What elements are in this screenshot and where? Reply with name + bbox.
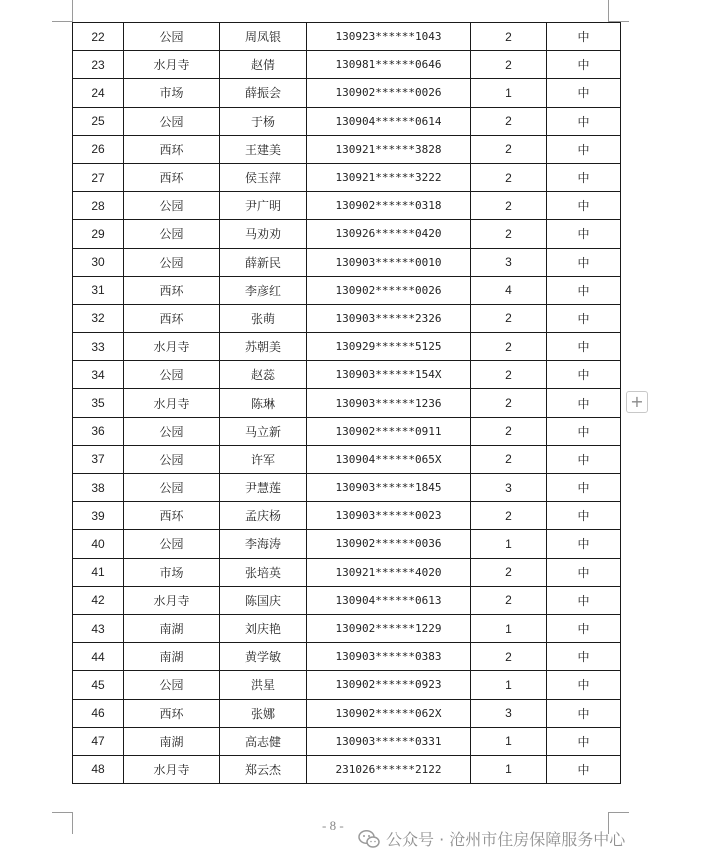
household-size-cell: 2 [471, 192, 547, 220]
serial-cell: 35 [73, 389, 124, 417]
crop-mark-top-left-v [72, 0, 73, 22]
table-row [73, 220, 621, 248]
household-size-cell: 2 [471, 389, 547, 417]
area-cell: 西环 [124, 276, 220, 304]
crop-mark-bottom-right-h [609, 812, 629, 813]
status-cell: 中 [547, 699, 621, 727]
id-number-cell: 130981******0646 [307, 51, 471, 79]
household-size-cell: 1 [471, 530, 547, 558]
area-cell: 公园 [124, 530, 220, 558]
status-cell: 中 [547, 586, 621, 614]
household-size-cell: 2 [471, 107, 547, 135]
status-cell: 中 [547, 276, 621, 304]
id-number-cell: 130903******0383 [307, 643, 471, 671]
table-row [73, 755, 621, 783]
serial-cell: 43 [73, 614, 124, 642]
serial-cell: 29 [73, 220, 124, 248]
household-size-cell: 2 [471, 135, 547, 163]
status-cell: 中 [547, 248, 621, 276]
name-cell: 薛振会 [220, 79, 307, 107]
table-row [73, 135, 621, 163]
name-cell: 尹慧莲 [220, 474, 307, 502]
serial-cell: 34 [73, 361, 124, 389]
watermark [358, 827, 625, 850]
area-cell: 水月寺 [124, 755, 220, 783]
table-row [73, 333, 621, 361]
table-row [73, 502, 621, 530]
name-cell: 李彦红 [220, 276, 307, 304]
name-cell: 侯玉萍 [220, 163, 307, 191]
id-number-cell: 130902******0036 [307, 530, 471, 558]
id-number-cell: 130902******0923 [307, 671, 471, 699]
table-row [73, 699, 621, 727]
id-number-cell: 130923******1043 [307, 23, 471, 51]
area-cell: 西环 [124, 502, 220, 530]
area-cell: 南湖 [124, 614, 220, 642]
watermark-text: 公众号 · 沧州市住房保障服务中心 [386, 830, 626, 849]
id-number-cell: 130921******4020 [307, 558, 471, 586]
name-cell: 赵蕊 [220, 361, 307, 389]
id-number-cell: 231026******2122 [307, 755, 471, 783]
serial-cell: 46 [73, 699, 124, 727]
status-cell: 中 [547, 671, 621, 699]
area-cell: 水月寺 [124, 389, 220, 417]
area-cell: 水月寺 [124, 51, 220, 79]
status-cell: 中 [547, 755, 621, 783]
table-row [73, 586, 621, 614]
table-row [73, 614, 621, 642]
id-number-cell: 130903******0023 [307, 502, 471, 530]
status-cell: 中 [547, 417, 621, 445]
serial-cell: 40 [73, 530, 124, 558]
household-size-cell: 3 [471, 474, 547, 502]
serial-cell: 28 [73, 192, 124, 220]
name-cell: 郑云杰 [220, 755, 307, 783]
table-row [73, 530, 621, 558]
status-cell: 中 [547, 79, 621, 107]
household-size-cell: 1 [471, 671, 547, 699]
serial-cell: 24 [73, 79, 124, 107]
name-cell: 黄学敏 [220, 643, 307, 671]
crop-mark-top-right-v [608, 0, 609, 22]
table-body [73, 23, 621, 784]
serial-cell: 23 [73, 51, 124, 79]
name-cell: 张萌 [220, 304, 307, 332]
table-row [73, 192, 621, 220]
status-cell: 中 [547, 107, 621, 135]
wechat-icon [358, 829, 380, 849]
id-number-cell: 130904******0613 [307, 586, 471, 614]
status-cell: 中 [547, 474, 621, 502]
area-cell: 公园 [124, 671, 220, 699]
area-cell: 公园 [124, 445, 220, 473]
id-number-cell: 130921******3828 [307, 135, 471, 163]
household-size-cell: 1 [471, 727, 547, 755]
household-size-cell: 3 [471, 248, 547, 276]
crop-mark-bottom-left-v [72, 812, 73, 834]
table-row [73, 727, 621, 755]
name-cell: 刘庆艳 [220, 614, 307, 642]
serial-cell: 27 [73, 163, 124, 191]
name-cell: 王建美 [220, 135, 307, 163]
serial-cell: 33 [73, 333, 124, 361]
name-cell: 陈琳 [220, 389, 307, 417]
table-row [73, 671, 621, 699]
serial-cell: 39 [73, 502, 124, 530]
name-cell: 陈国庆 [220, 586, 307, 614]
id-number-cell: 130903******2326 [307, 304, 471, 332]
serial-cell: 38 [73, 474, 124, 502]
plus-icon: + [630, 392, 644, 411]
crop-mark-top-left-h [52, 21, 72, 22]
area-cell: 公园 [124, 192, 220, 220]
table-row [73, 51, 621, 79]
serial-cell: 36 [73, 417, 124, 445]
id-number-cell: 130904******0614 [307, 107, 471, 135]
household-size-cell: 2 [471, 333, 547, 361]
housing-list-table [72, 22, 621, 784]
household-size-cell: 2 [471, 163, 547, 191]
serial-cell: 22 [73, 23, 124, 51]
serial-cell: 26 [73, 135, 124, 163]
name-cell: 孟庆杨 [220, 502, 307, 530]
table-row [73, 248, 621, 276]
table-row [73, 107, 621, 135]
area-cell: 公园 [124, 474, 220, 502]
area-cell: 市场 [124, 558, 220, 586]
serial-cell: 25 [73, 107, 124, 135]
area-cell: 公园 [124, 248, 220, 276]
id-number-cell: 130929******5125 [307, 333, 471, 361]
area-cell: 西环 [124, 135, 220, 163]
id-number-cell: 130902******0318 [307, 192, 471, 220]
status-cell: 中 [547, 389, 621, 417]
status-cell: 中 [547, 192, 621, 220]
id-number-cell: 130902******062X [307, 699, 471, 727]
id-number-cell: 130902******0026 [307, 79, 471, 107]
household-size-cell: 2 [471, 445, 547, 473]
household-size-cell: 1 [471, 79, 547, 107]
id-number-cell: 130902******0911 [307, 417, 471, 445]
name-cell: 李海涛 [220, 530, 307, 558]
name-cell: 马立新 [220, 417, 307, 445]
name-cell: 许军 [220, 445, 307, 473]
name-cell: 张娜 [220, 699, 307, 727]
table-row [73, 474, 621, 502]
area-cell: 水月寺 [124, 333, 220, 361]
area-cell: 西环 [124, 304, 220, 332]
name-cell: 洪星 [220, 671, 307, 699]
table-row [73, 558, 621, 586]
status-cell: 中 [547, 445, 621, 473]
serial-cell: 30 [73, 248, 124, 276]
area-cell: 公园 [124, 23, 220, 51]
area-cell: 市场 [124, 79, 220, 107]
serial-cell: 32 [73, 304, 124, 332]
household-size-cell: 2 [471, 502, 547, 530]
serial-cell: 41 [73, 558, 124, 586]
table-row [73, 79, 621, 107]
id-number-cell: 130926******0420 [307, 220, 471, 248]
status-cell: 中 [547, 727, 621, 755]
status-cell: 中 [547, 163, 621, 191]
table-row [73, 163, 621, 191]
name-cell: 高志健 [220, 727, 307, 755]
table-row [73, 276, 621, 304]
page-number: - 8 - [322, 818, 344, 833]
status-cell: 中 [547, 333, 621, 361]
id-number-cell: 130903******0010 [307, 248, 471, 276]
area-cell: 公园 [124, 417, 220, 445]
household-size-cell: 1 [471, 614, 547, 642]
area-cell: 西环 [124, 699, 220, 727]
crop-mark-bottom-left-h [52, 812, 72, 813]
status-cell: 中 [547, 643, 621, 671]
serial-cell: 47 [73, 727, 124, 755]
status-cell: 中 [547, 361, 621, 389]
status-cell: 中 [547, 220, 621, 248]
table-row [73, 643, 621, 671]
name-cell: 周凤银 [220, 23, 307, 51]
id-number-cell: 130902******1229 [307, 614, 471, 642]
area-cell: 南湖 [124, 643, 220, 671]
add-row-button[interactable] [626, 391, 648, 413]
table-row [73, 445, 621, 473]
area-cell: 公园 [124, 107, 220, 135]
status-cell: 中 [547, 530, 621, 558]
name-cell: 马劝劝 [220, 220, 307, 248]
status-cell: 中 [547, 502, 621, 530]
status-cell: 中 [547, 23, 621, 51]
status-cell: 中 [547, 558, 621, 586]
serial-cell: 44 [73, 643, 124, 671]
household-size-cell: 2 [471, 558, 547, 586]
table-row [73, 304, 621, 332]
status-cell: 中 [547, 304, 621, 332]
area-cell: 公园 [124, 220, 220, 248]
name-cell: 薛新民 [220, 248, 307, 276]
id-number-cell: 130903******1236 [307, 389, 471, 417]
household-size-cell: 4 [471, 276, 547, 304]
household-size-cell: 2 [471, 304, 547, 332]
serial-cell: 42 [73, 586, 124, 614]
id-number-cell: 130904******065X [307, 445, 471, 473]
status-cell: 中 [547, 614, 621, 642]
area-cell: 南湖 [124, 727, 220, 755]
status-cell: 中 [547, 135, 621, 163]
table-row [73, 23, 621, 51]
name-cell: 赵倩 [220, 51, 307, 79]
area-cell: 公园 [124, 361, 220, 389]
name-cell: 于杨 [220, 107, 307, 135]
id-number-cell: 130902******0026 [307, 276, 471, 304]
area-cell: 水月寺 [124, 586, 220, 614]
household-size-cell: 2 [471, 220, 547, 248]
serial-cell: 48 [73, 755, 124, 783]
area-cell: 西环 [124, 163, 220, 191]
id-number-cell: 130903******0331 [307, 727, 471, 755]
id-number-cell: 130903******1845 [307, 474, 471, 502]
table-row [73, 417, 621, 445]
household-size-cell: 2 [471, 417, 547, 445]
table-row [73, 389, 621, 417]
household-size-cell: 2 [471, 51, 547, 79]
name-cell: 尹广明 [220, 192, 307, 220]
serial-cell: 31 [73, 276, 124, 304]
household-size-cell: 1 [471, 755, 547, 783]
table-row [73, 361, 621, 389]
household-size-cell: 2 [471, 23, 547, 51]
name-cell: 张培英 [220, 558, 307, 586]
household-size-cell: 2 [471, 361, 547, 389]
status-cell: 中 [547, 51, 621, 79]
serial-cell: 45 [73, 671, 124, 699]
household-size-cell: 3 [471, 699, 547, 727]
id-number-cell: 130921******3222 [307, 163, 471, 191]
name-cell: 苏朝美 [220, 333, 307, 361]
serial-cell: 37 [73, 445, 124, 473]
id-number-cell: 130903******154X [307, 361, 471, 389]
household-size-cell: 2 [471, 643, 547, 671]
household-size-cell: 2 [471, 586, 547, 614]
